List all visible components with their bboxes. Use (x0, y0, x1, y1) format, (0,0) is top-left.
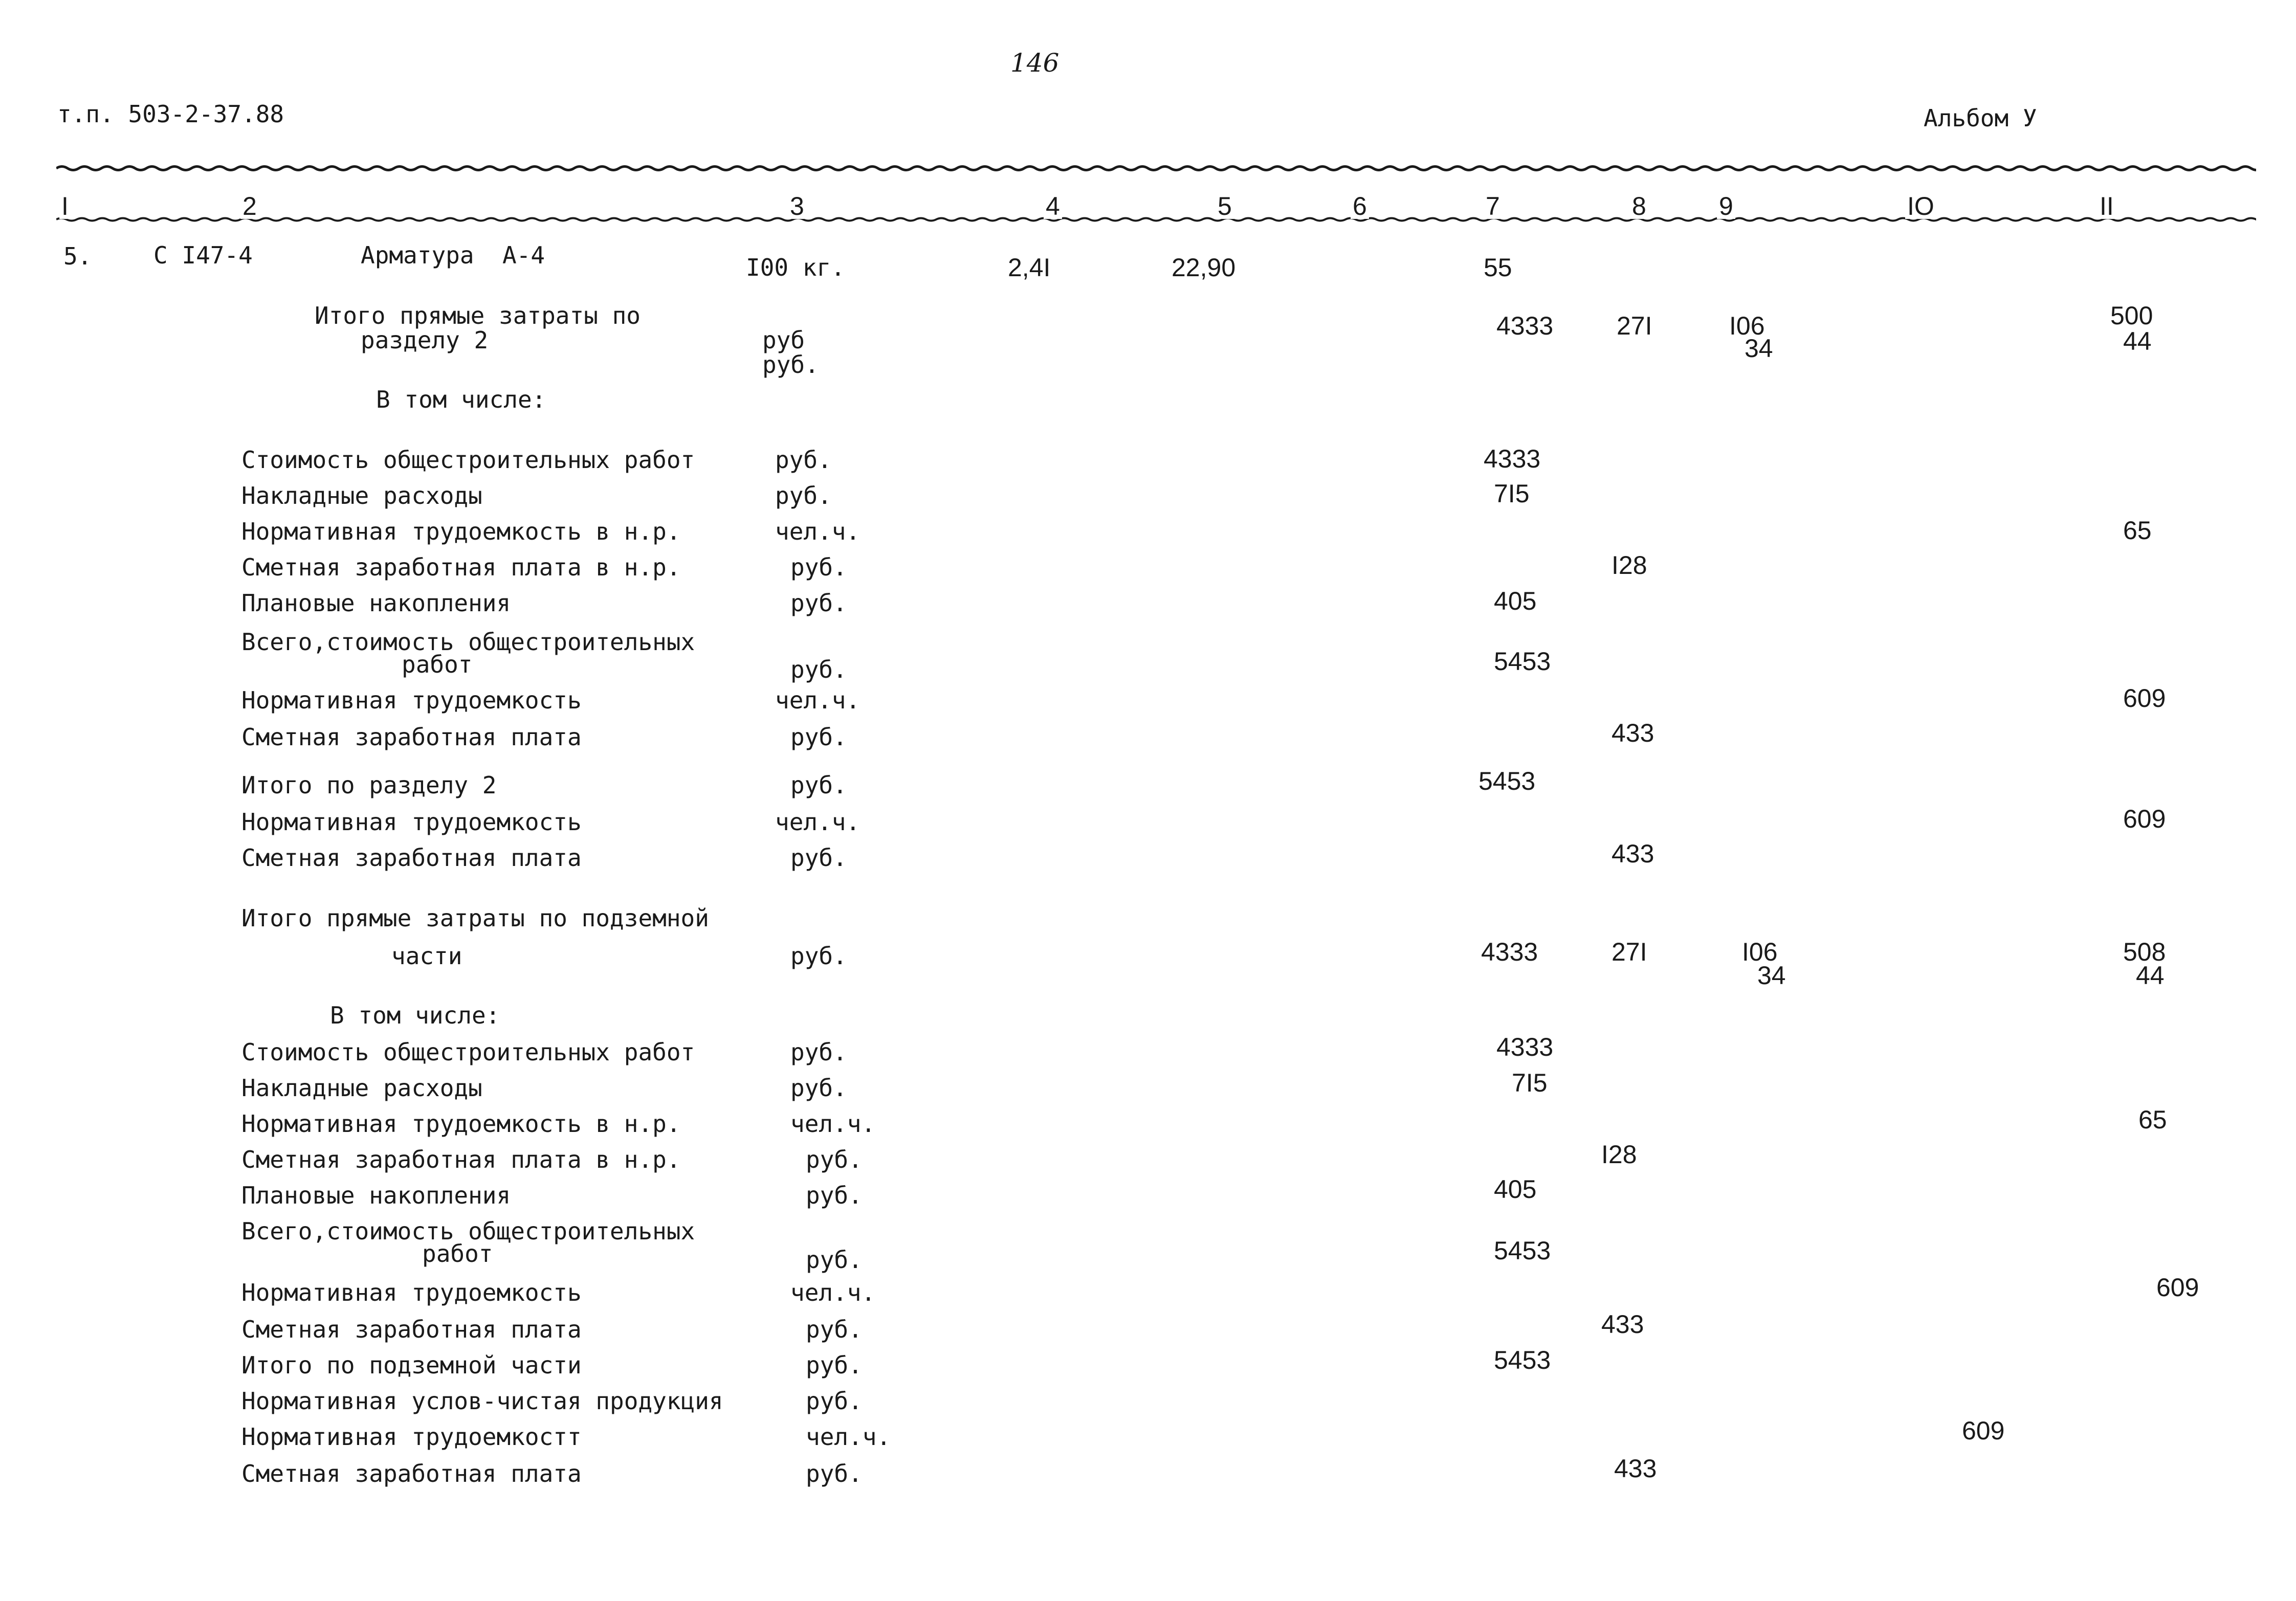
list-item: Нормативная трудоемкость (241, 808, 582, 836)
underground-direct-col9-bottom: 34 (1757, 961, 1786, 990)
list-item-unit: руб. (790, 1074, 847, 1102)
list-item: Нормативная трудоемкость (241, 1279, 582, 1306)
list-item: Стоимость общестроительных работ (241, 446, 695, 474)
list-item-col7: 5453 (1494, 647, 1551, 676)
list-item-unit: руб. (790, 1038, 847, 1066)
list-item-col7: 7I5 (1512, 1069, 1548, 1097)
list-item-label-cont: работ (422, 1240, 493, 1268)
list-item-unit: руб. (806, 1351, 863, 1379)
list-item-col11: 65 (2138, 1105, 2167, 1134)
list-item-unit: руб. (806, 1246, 863, 1274)
list-item-unit: руб. (775, 446, 832, 474)
item-unit: I00 кг. (746, 254, 845, 281)
list-item-col7: 5453 (1494, 1346, 1551, 1374)
list-item-unit: чел.ч. (775, 518, 860, 545)
column-number-4: 4 (1044, 193, 1062, 219)
underground-direct-unit: руб. (790, 942, 847, 970)
list-item-col7: 4333 (1484, 444, 1541, 473)
section2-direct-col11-bottom: 44 (2123, 327, 2152, 355)
list-item: Стоимость общестроительных работ (241, 1038, 695, 1066)
column-number-6: 6 (1351, 193, 1369, 219)
list-item-col7: 5453 (1478, 767, 1536, 795)
section2-direct-col9-bottom: 34 (1745, 334, 1773, 363)
section2-direct-col8: 27I (1617, 312, 1652, 340)
column-number-1: I (59, 193, 71, 219)
list-item-unit: руб. (806, 1316, 863, 1343)
list-item-unit: руб. (806, 1146, 863, 1173)
list-item-col7: 4333 (1496, 1033, 1554, 1061)
list-item-unit: руб. (775, 482, 832, 509)
list-item: Итого по подземной части (241, 1351, 582, 1379)
list-item: Плановые накопления (241, 1182, 511, 1209)
list-item: Плановые накопления (241, 589, 511, 617)
section2-direct-unit-1: руб (762, 326, 805, 354)
section2-direct-col7: 4333 (1496, 312, 1554, 340)
section2-direct-label-2: разделу 2 (361, 326, 489, 354)
list-item-col11: 65 (2123, 516, 2152, 545)
underground-direct-col7: 4333 (1481, 938, 1538, 966)
list-item-label-cont: работ (402, 651, 473, 678)
column-number-8: 8 (1630, 193, 1648, 219)
column-number-9: 9 (1717, 193, 1735, 219)
underground-direct-label-1: Итого прямые затраты по подземной (241, 904, 709, 932)
list-item-unit: руб. (790, 589, 847, 617)
underground-direct-col9-top: I06 (1742, 938, 1778, 966)
list-item-unit: руб. (790, 723, 847, 751)
list-item-col8: 433 (1614, 1454, 1657, 1483)
page-number: 146 (1010, 48, 1059, 78)
list-item: Нормативная трудоемкостт (241, 1423, 582, 1451)
column-number-10: IO (1905, 193, 1936, 219)
list-item-unit: чел.ч. (790, 1279, 876, 1306)
item-col7: 55 (1484, 253, 1512, 282)
section2-direct-label-1: Итого прямые затраты по (315, 302, 641, 329)
section2-direct-col11-top: 500 (2110, 301, 2153, 330)
doc-code: т.п. 503-2-37.88 (57, 100, 284, 128)
list-item-unit: руб. (790, 844, 847, 872)
list-item-col7: 405 (1494, 587, 1537, 615)
column-number-3: 3 (788, 193, 806, 219)
column-number-2: 2 (240, 193, 259, 219)
list-item-col11: 609 (2123, 684, 2166, 713)
list-item-col8: 433 (1601, 1310, 1644, 1339)
list-item: Сметная заработная плата (241, 1460, 582, 1487)
list-item-col8: I28 (1611, 551, 1647, 580)
underground-direct-col8: 27I (1611, 938, 1647, 966)
list-item: Накладные расходы (241, 1074, 482, 1102)
section2-direct-col9-top: I06 (1729, 312, 1765, 340)
list-item: Нормативная трудоемкость в н.р. (241, 1110, 681, 1138)
list-item-col8: I28 (1601, 1140, 1637, 1169)
list-item-unit: чел.ч. (806, 1423, 891, 1451)
list-item-col7: 405 (1494, 1175, 1537, 1204)
underground-direct-col11-top: 508 (2123, 938, 2166, 966)
column-number-11: II (2098, 193, 2116, 219)
header-wavy-rule (56, 163, 2256, 174)
list-item-unit: чел.ч. (775, 686, 860, 714)
item-code: С I47-4 (153, 241, 253, 269)
item-quantity: 2,4I (1008, 253, 1051, 282)
list-item-col11: 609 (2156, 1273, 2199, 1302)
underground-direct-col11-bottom: 44 (2136, 961, 2165, 990)
list-item: Всего,стоимость общестроительных (241, 1217, 695, 1245)
item-name: Арматура А-4 (361, 241, 545, 269)
list-item: Сметная заработная плата в н.р. (241, 553, 681, 581)
list-item-unit: руб. (790, 553, 847, 581)
list-item-col8: 433 (1611, 719, 1654, 747)
list-item: Сметная заработная плата (241, 844, 582, 872)
list-item: Сметная заработная плата (241, 723, 582, 751)
list-item-unit: руб. (790, 771, 847, 799)
list-item: Всего,стоимость общестроительных (241, 628, 695, 656)
section2-direct-unit-2: руб. (762, 351, 819, 379)
list-item: Сметная заработная плата в н.р. (241, 1146, 681, 1173)
list-item: Итого по разделу 2 (241, 771, 497, 799)
list-item-unit: чел.ч. (775, 808, 860, 836)
underground-direct-label-2: части (391, 942, 462, 970)
item-price: 22,90 (1172, 253, 1236, 282)
album-label: Альбом У (1924, 104, 2037, 132)
list-item: Накладные расходы (241, 482, 482, 509)
list-item: Сметная заработная плата (241, 1316, 582, 1343)
item-number: 5. (63, 242, 92, 270)
list-item-unit: чел.ч. (790, 1110, 876, 1138)
list-item-unit: руб. (806, 1182, 863, 1209)
column-number-5: 5 (1216, 193, 1234, 219)
list-item: Нормативная трудоемкость (241, 686, 582, 714)
list-item-unit: руб. (806, 1460, 863, 1487)
list-item-col8: 433 (1611, 839, 1654, 868)
section2-including-label: В том числе: (376, 386, 546, 413)
list-item-unit: руб. (806, 1387, 863, 1415)
list-item-col11: 609 (2123, 805, 2166, 833)
list-item: Нормативная услов-чистая продукция (241, 1387, 723, 1415)
list-item-col7: 5453 (1494, 1236, 1551, 1265)
underground-including-label: В том числе: (330, 1002, 500, 1029)
list-item: Нормативная трудоемкость в н.р. (241, 518, 681, 545)
list-item-col10: 609 (1962, 1416, 2005, 1445)
column-number-7: 7 (1484, 193, 1502, 219)
list-item-col7: 7I5 (1494, 479, 1530, 508)
list-item-unit: руб. (790, 656, 847, 683)
